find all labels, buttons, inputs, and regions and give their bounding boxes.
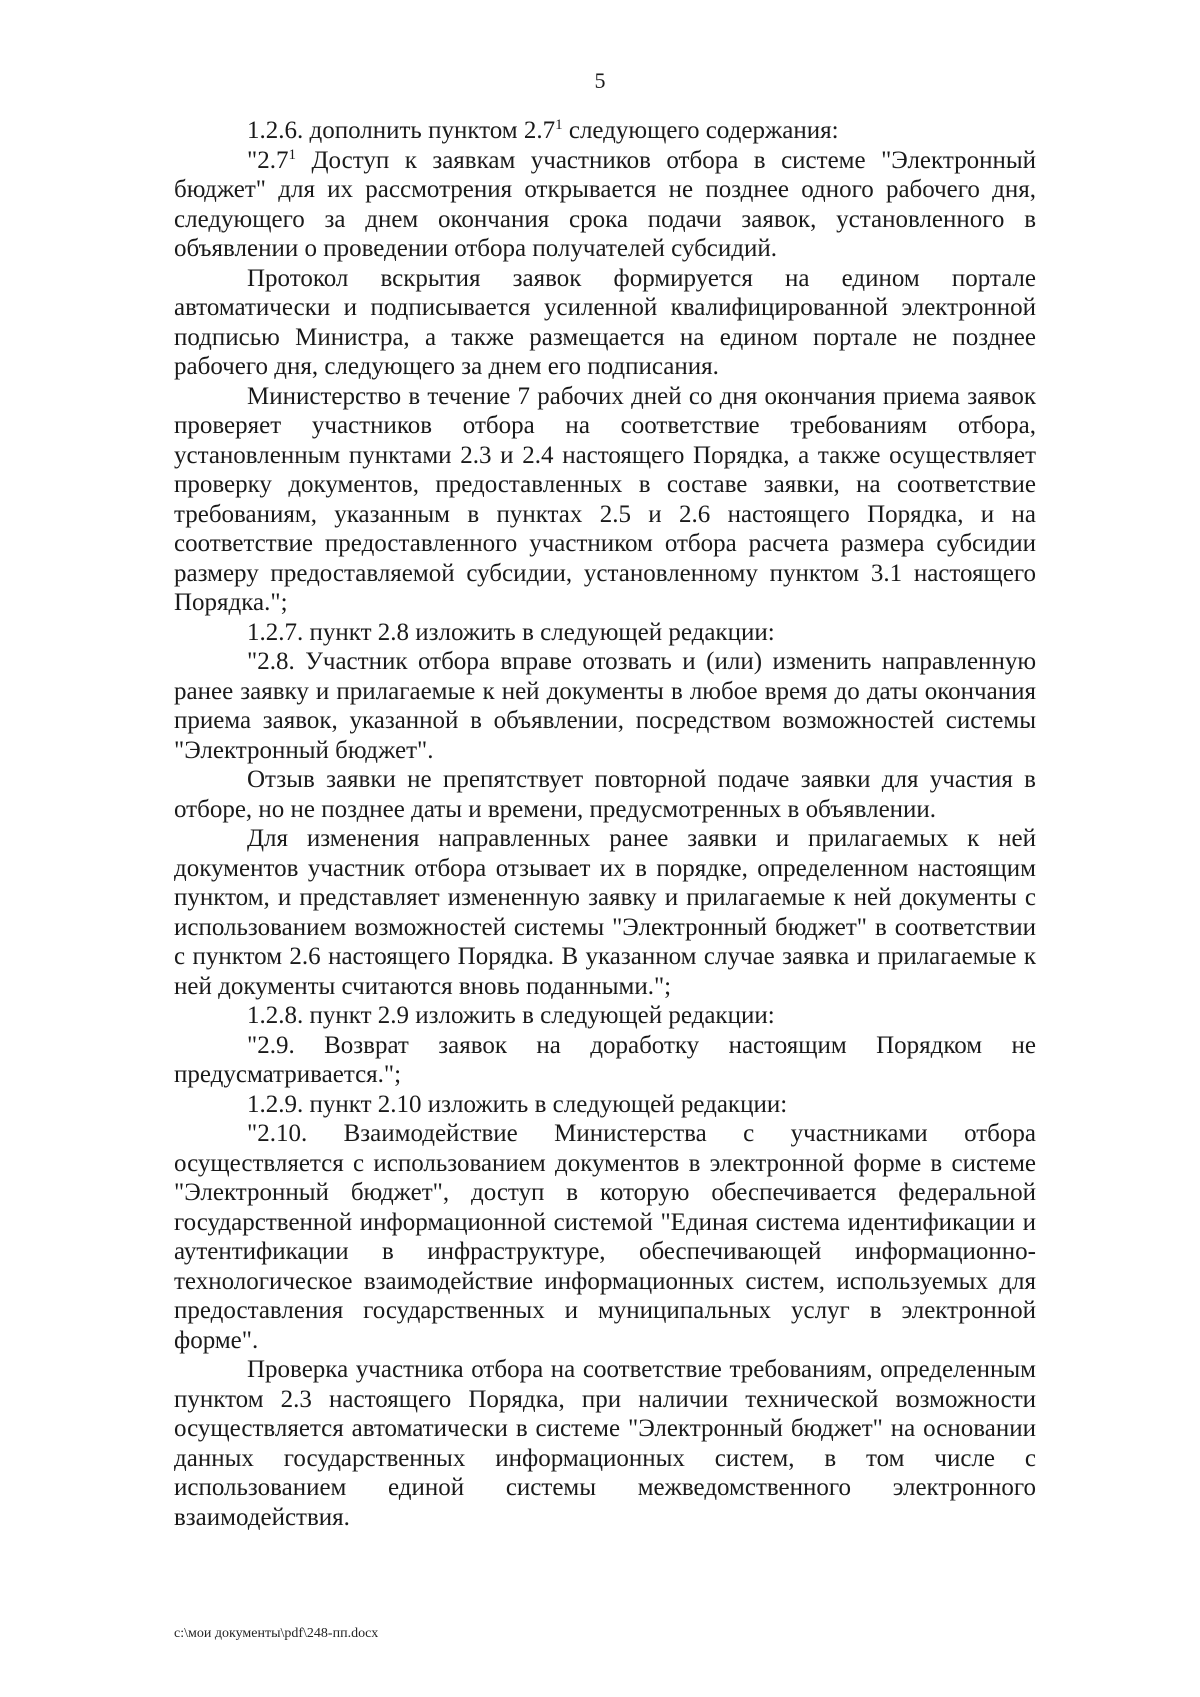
paragraph-text: Доступ к заявкам участников отбора в системе "Электронный бюджет" для их рассмотрения открывается не позднее одного рабочего дня, следующего за днем окончания срока подачи заявок, установленного в объявлении о проведении отбора получателей субсидий. xyxy=(174,146,1036,262)
footer-file-path: c:\мои документы\pdf\248-пп.docx xyxy=(174,1626,379,1641)
paragraph-2-7-1 xyxy=(174,146,1036,264)
paragraph-withdraw: Отзыв заявки не препятствует повторной подаче заявки для участия в отборе, но не позднее даты и времени, предусмотренных в объявлении. xyxy=(174,766,1036,823)
superscript: 1 xyxy=(555,117,563,133)
paragraph-2-10: "2.10. Взаимодействие Министерства с участниками отбора осуществляется с использованием документов в электронной форме в системе "Электронный бюджет", доступ в которую обеспечивается федеральной государственной информационной системой "Единая система идентификации и аутентификации в инфраструктуре, обеспечивающей информационно-технологическое взаимодействие информационных систем, используемых для предоставления государственных и муниципальных услуг в электронной форме". xyxy=(174,1120,1036,1354)
page-number: 5 xyxy=(594,68,606,93)
paragraph-1-2-8: 1.2.8. пункт 2.9 изложить в следующей редакции: xyxy=(247,1002,775,1029)
paragraph-1-2-6 xyxy=(174,116,1036,146)
paragraph-text: следующего содержания: xyxy=(562,117,839,144)
paragraph-ministry-check: Министерство в течение 7 рабочих дней со дня окончания приема заявок проверяет участников отбора на соответствие требованиям отбора, установленным пунктами 2.3 и 2.4 настоящего Порядка, а также осуществляет проверку документов, предоставленных в составе заявки, на соответствие требованиям, указанным в пунктах 2.5 и 2.6 настоящего Порядка, и на соответствие предоставленного участником отбора расчета размера субсидии размеру предоставляемой субсидии, установленному пунктом 3.1 настоящего Порядка."; xyxy=(174,382,1036,616)
paragraph-text: 1.2.6. дополнить пунктом 2.7 xyxy=(247,117,556,144)
paragraph-protocol: Протокол вскрытия заявок формируется на едином портале автоматически и подписывается усиленной квалифицированной электронной подписью Министра, а также размещается на едином портале не позднее рабочего дня, следующего за днем его подписания. xyxy=(174,264,1036,380)
paragraph-text: "2.7 xyxy=(247,146,289,174)
paragraph-1-2-7: 1.2.7. пункт 2.8 изложить в следующей редакции: xyxy=(247,618,775,646)
paragraph-2-8: "2.8. Участник отбора вправе отозвать и (или) изменить направленную ранее заявку и прилагаемые к ней документы в любое время до даты окончания приема заявок, указанной в объявлении, посредством возможностей системы "Электронный бюджет". xyxy=(174,648,1036,764)
paragraph-verification: Проверка участника отбора на соответствие требованиям, определенным пунктом 2.3 настоящего Порядка, при наличии технической возможности осуществляется автоматически в системе "Электронный бюджет" на основании данных государственных информационных систем, в том числе с использованием единой системы межведомственного электронного взаимодействия. xyxy=(174,1356,1036,1531)
paragraph-change: Для изменения направленных ранее заявки и прилагаемых к ней документов участник отбора отзывает их в порядке, определенном настоящим пунктом, и представляет измененную заявку и прилагаемые к ней документы с использованием возможностей системы "Электронный бюджет" в соответствии с пунктом 2.6 настоящего Порядка. В указанном случае заявка и прилагаемые к ней документы считаются вновь поданными."; xyxy=(174,825,1036,1000)
superscript: 1 xyxy=(288,146,296,163)
paragraph-2-9: "2.9. Возврат заявок на доработку настоящим Порядком не предусматривается."; xyxy=(174,1031,1036,1088)
paragraph-1-2-9: 1.2.9. пункт 2.10 изложить в следующей редакции: xyxy=(247,1090,788,1118)
document-body xyxy=(174,116,1036,1532)
